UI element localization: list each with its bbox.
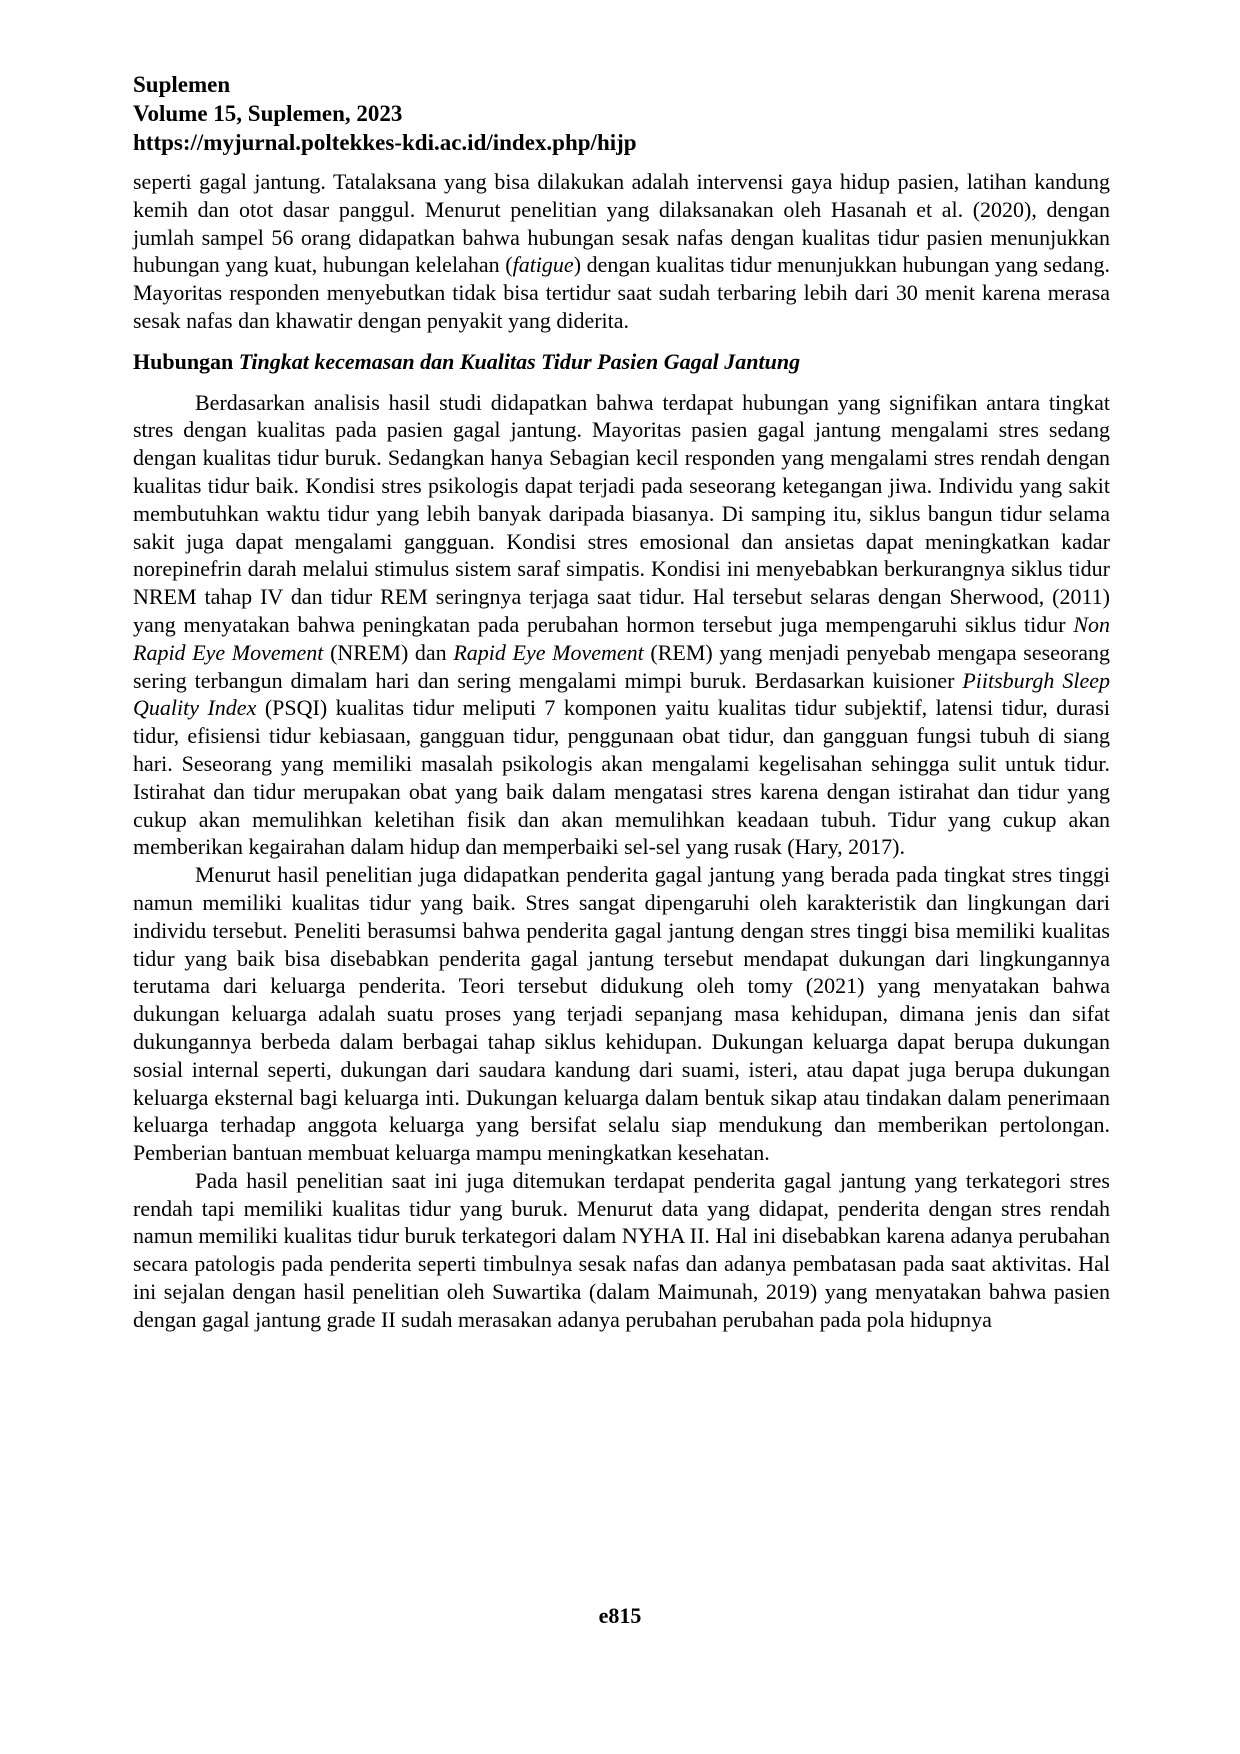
paragraph-continuation: seperti gagal jantung. Tatalaksana yang bisa dilakukan adalah intervensi gaya hidup pasien, latihan kandung kemih dan otot dasar panggul. Menurut penelitian yang dilaksanakan oleh Hasanah et al. (2020), dengan jumlah sampel 56 orang didapatkan bahwa hubungan sesak nafas dengan kualitas tidur pasien menunjukkan hubungan yang kuat, hubungan kelelahan (fatigue) dengan kualitas tidur menunjukkan hubungan yang sedang. Mayoritas responden menyebutkan tidak bisa tertidur saat sudah terbaring lebih dari 30 menit karena merasa sesak nafas dan khawatir dengan penyakit yang diderita. [133, 169, 1110, 333]
header-supplement-label: Suplemen [133, 72, 231, 97]
paragraph-low-stress-bad-sleep: Pada hasil penelitian saat ini juga ditemukan terdapat penderita gagal jantung yang terkategori stres rendah tapi memiliki kualitas tidur yang buruk. Menurut data yang didapat, penderita dengan stres rendah namun memiliki kualitas tidur buruk terkategori dalam NYHA II. Hal ini disebabkan karena adanya perubahan secara patologis pada penderita seperti timbulnya sesak nafas dan adanya pembatasan pada saat aktivitas. Hal ini sejalan dengan hasil penelitian oleh Suwartika (dalam Maimunah, 2019) yang menyatakan bahwa pasien dengan gagal jantung grade II sudah merasakan adanya perubahan perubahan pada pola hidupnya [133, 1167, 1110, 1332]
running-header [133, 70, 637, 157]
article-body [133, 168, 1110, 1334]
header-volume-info: Volume 15, Suplemen, 2023 [133, 101, 403, 126]
page-number-label: e815 [598, 1603, 642, 1628]
section-heading: Hubungan Tingkat kecemasan dan Kualitas Tidur Pasien Gagal Jantung [133, 348, 801, 374]
header-journal-url: https://myjurnal.poltekkes-kdi.ac.id/index.php/hijp [133, 130, 637, 155]
page-number [0, 1603, 1240, 1629]
paragraph-analysis: Berdasarkan analisis hasil studi didapatkan bahwa terdapat hubungan yang signifikan antara tingkat stres dengan kualitas pada pasien gagal jantung. Mayoritas pasien gagal jantung mengalami stres sedang dengan kualitas tidur buruk. Sedangkan hanya Sebagian kecil responden yang mengalami stres rendah dengan kualitas tidur baik. Kondisi stres psikologis dapat terjadi pada seseorang ketegangan jiwa. Individu yang sakit membutuhkan waktu tidur yang lebih banyak daripada biasanya. Di samping itu, siklus bangun tidur selama sakit juga dapat mengalami gangguan. Kondisi stres emosional dan ansietas dapat meningkatkan kadar norepinefrin darah melalui stimulus sistem saraf simpatis. Kondisi ini menyebabkan berkurangnya siklus tidur NREM tahap IV dan tidur REM seringnya terjaga saat tidur. Hal tersebut selaras dengan Sherwood, (2011) yang menyatakan bahwa peningkatan pada perubahan hormon tersebut juga mempengaruhi siklus tidur Non Rapid Eye Movement (NREM) dan Rapid Eye Movement (REM) yang menjadi penyebab mengapa seseorang sering terbangun dimalam hari dan sering mengalami mimpi buruk. Berdasarkan kuisioner Piitsburgh Sleep Quality Index (PSQI) kualitas tidur meliputi 7 komponen yaitu kualitas tidur subjektif, latensi tidur, durasi tidur, efisiensi tidur kebiasaan, gangguan tidur, penggunaan obat tidur, dan gangguan fungsi tubuh di siang hari. Seseorang yang memiliki masalah psikologis akan mengalami kegelisahan sehingga sulit untuk tidur. Istirahat dan tidur merupakan obat yang baik dalam mengatasi stres karena dengan istirahat dan tidur yang cukup akan memulihkan keletihan fisik dan akan memulihkan keadaan tubuh. Tidur yang cukup akan memberikan kegairahan dalam hidup dan memperbaiki sel-sel yang rusak (Hary, 2017). [133, 389, 1110, 860]
paragraph-high-stress-good-sleep: Menurut hasil penelitian juga didapatkan penderita gagal jantung yang berada pada tingkat stres tinggi namun memiliki kualitas tidur yang baik. Stres sangat dipengaruhi oleh karakteristik dan lingkungan dari individu tersebut. Peneliti berasumsi bahwa penderita gagal jantung dengan stres tinggi bisa memiliki kualitas tidur yang baik bisa disebabkan penderita gagal jantung tersebut mendapat dukungan dari lingkungannya terutama dari keluarga penderita. Teori tersebut didukung oleh tomy (2021) yang menyatakan bahwa dukungan keluarga adalah suatu proses yang terjadi sepanjang masa kehidupan, dimana jenis dan sifat dukungannya berbeda dalam berbagai tahap siklus kehidupan. Dukungan keluarga dapat berupa dukungan sosial internal seperti, dukungan dari saudara kandung dari suami, isteri, atau dapat juga berupa dukungan keluarga eksternal bagi keluarga inti. Dukungan keluarga dalam bentuk sikap atau tindakan dalam penerimaan keluarga terhadap anggota keluarga yang bersifat selalu siap mendukung dan memberikan pertolongan. Pemberian bantuan membuat keluarga mampu meningkatkan kesehatan. [133, 862, 1110, 1166]
